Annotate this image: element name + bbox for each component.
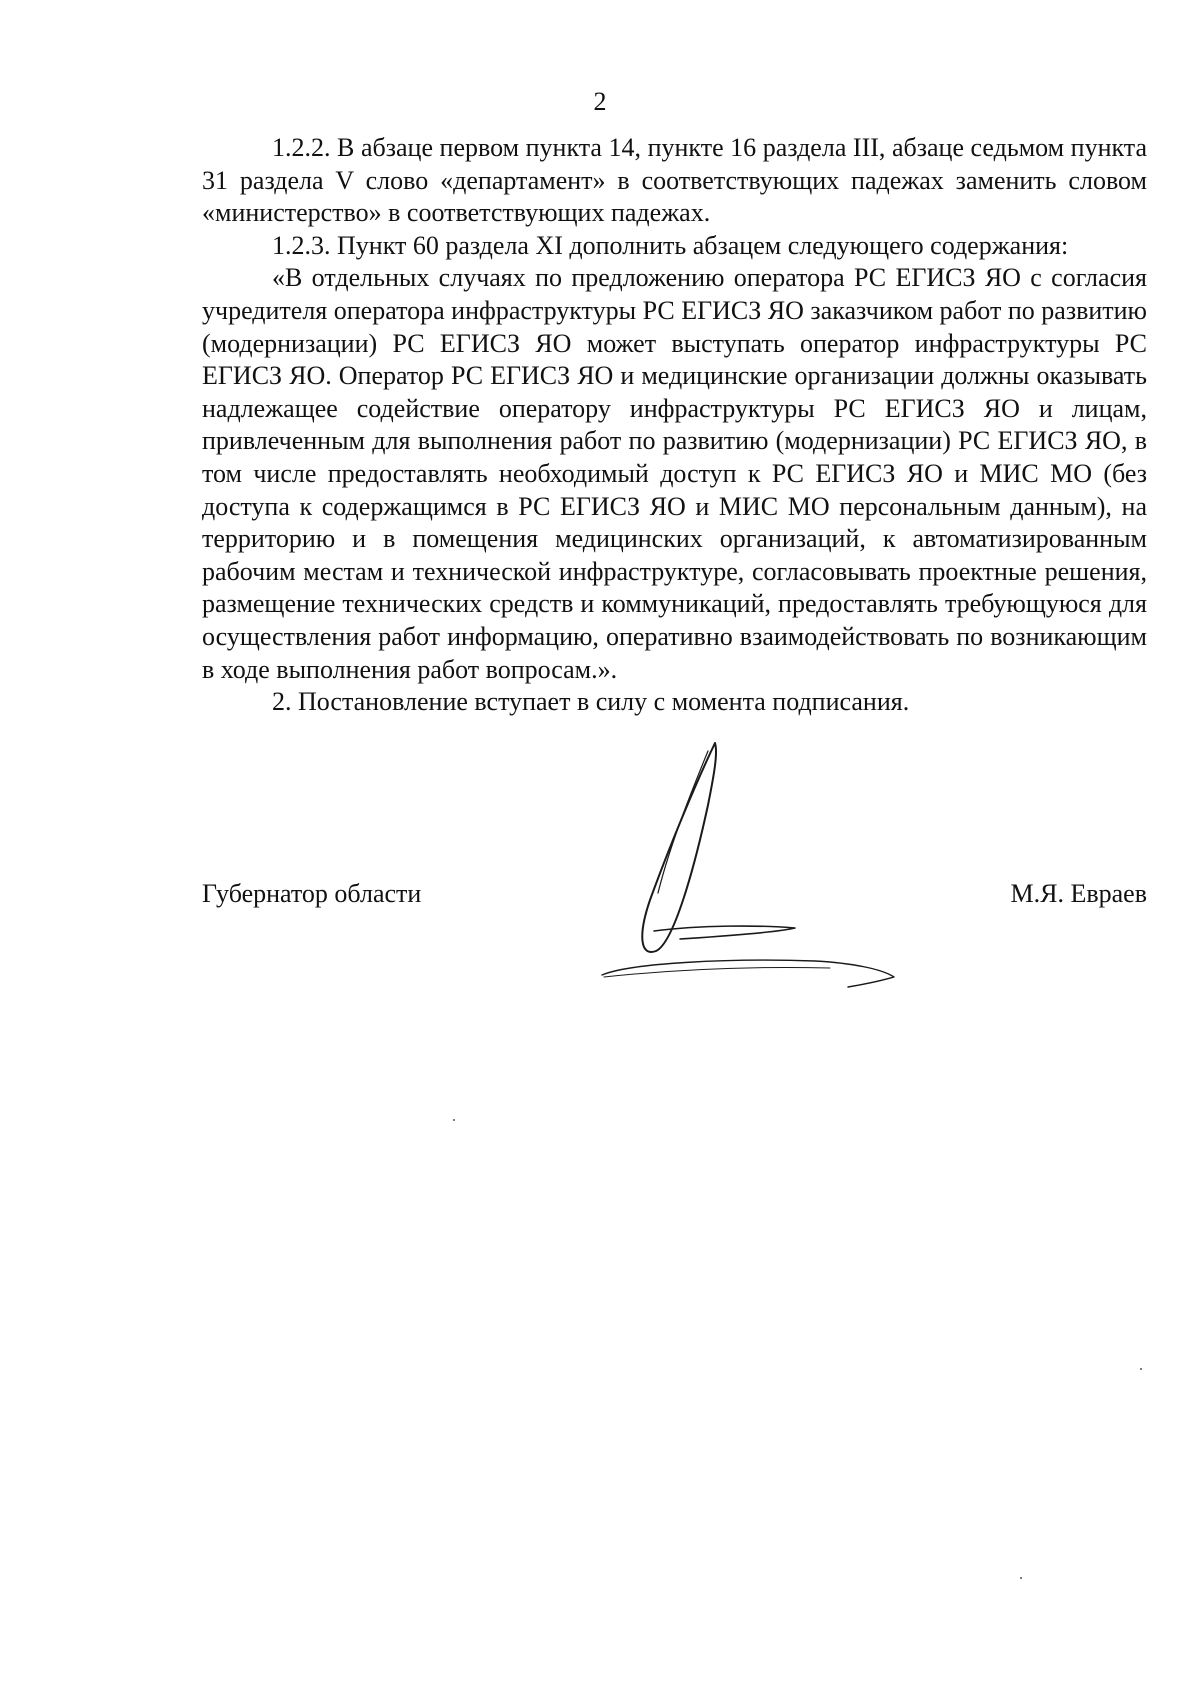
scan-speck — [1140, 1368, 1142, 1370]
paragraph-effective-date: 2. Постановление вступает в силу с момента подписания. — [272, 687, 910, 717]
signatory-name: М.Я. Евраев — [1010, 879, 1147, 908]
handwritten-signature — [590, 725, 970, 995]
scan-speck — [453, 1119, 455, 1121]
page-number: 2 — [593, 87, 607, 116]
paragraph-quoted-addition: «В отдельных случаях по предложению оператора РС ЕГИСЗ ЯО с согласия учредителя оператора инфраструктуры РС ЕГИСЗ ЯО заказчиком работ по развитию (модернизации) РС ЕГИСЗ ЯО может выступать оператор инфраструктуры РС ЕГИСЗ ЯО. Оператор РС ЕГИСЗ ЯО и медицинские организации должны оказывать надлежащее содействие оператору инфраструктуры РС ЕГИСЗ ЯО и лицам, привлеченным для выполнения работ по развитию (модернизации) РС ЕГИСЗ ЯО, в том числе предоставлять необходимый доступ к РС ЕГИСЗ ЯО и МИС МО (без доступа к содержащимся в РС ЕГИСЗ ЯО и МИС МО персональным данным), на территорию и в помещения медицинских организаций, к автоматизированным рабочим местам и технической инфраструктуре, согласовывать проектные решения, размещение технических средств и коммуникаций, предоставлять требующуюся для осуществления работ информацию, оперативно взаимодействовать по возникающим в ходе выполнения работ вопросам.». — [202, 263, 1147, 684]
paragraph-1-2-3: 1.2.3. Пункт 60 раздела XI дополнить абзацем следующего содержания: — [272, 230, 1069, 260]
paragraph-1-2-2: 1.2.2. В абзаце первом пункта 14, пункте 16 раздела III, абзаце седьмом пункта 31 раздела V слово «департамент» в соответствующих падежах заменить словом «министерство» в соответствующих падежах. — [202, 133, 1147, 228]
document-body — [202, 132, 1147, 719]
scan-speck — [1020, 1577, 1022, 1579]
signatory-title: Губернатор области — [202, 879, 422, 908]
